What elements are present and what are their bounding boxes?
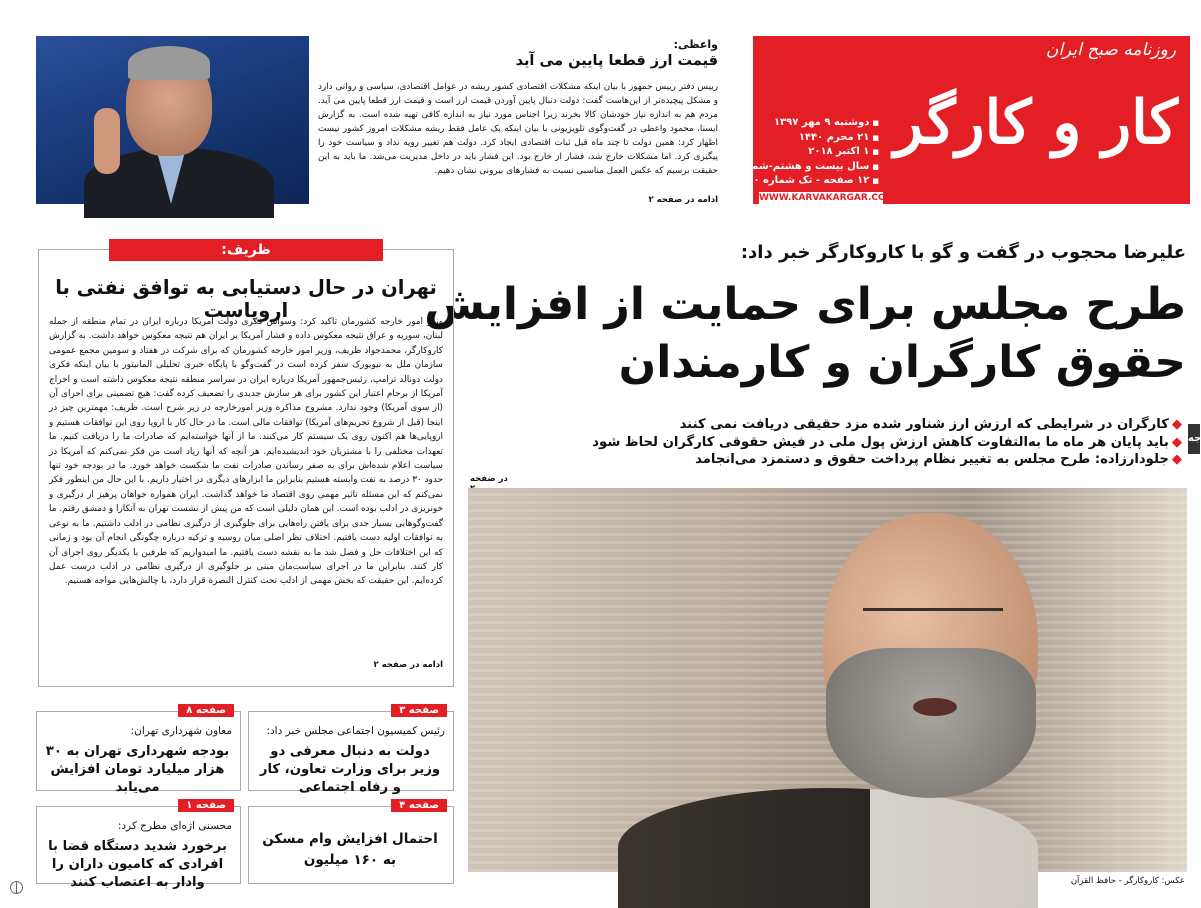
page-badge: صفحه ۸ — [178, 704, 234, 717]
lead-bullet: ◆کارگران در شرایطی که ارزش ارز شناور شده مزد حقیقی دریافت نمی کنند — [679, 417, 1182, 432]
lead-story-kicker: علیرضا محجوب در گفت و گو با کاروکارگر خبر داد: — [740, 242, 1186, 263]
compass-icon — [10, 881, 23, 894]
zarif-body: وزیر امور خارجه کشورمان تاکید کرد: وسواس فکری دولت آمریکا درباره ایران در تمام منطقه از جمله لبنان، سوریه و عراق نتیجه معکوس داده و فشار آمریکا بر ایران هم نتیجه معکوس خواهد داشت. به گزارش کاروکارگر، محمدجواد ظریف، وزیر امور خارجه کشورمان که برای شرکت در هفتاد و سومین مجمع عمومی سازمان ملل به نیویورک سفر کرده است در گفت‌وگو با پایگاه خبری تحلیلی المانیتور با بیان اینکه فکری دولت دونالد ترامپ، رئیس‌جمهور آمریکا درباره ایران در سراسر منطقه نتیجه معکوس داشته است و اخراج آمریکا از برجام اعتبار این کشور برای هر سازش جدیدی را تضعیف کرده گفت: هیچ تضمینی برای اجرای آن (از سوی آمریکا) وجود ندارد. مشروح مذاکره وزیر امورخارجه در زیر شرح است. ظریف: مهمترین چیز در اینجا (قبل از شروع تحریم‌های آمریکا) توافقات مالی است. ما در حال کار با اروپا روی این توافقات هستیم و اروپایی‌ها هم اکنون روی یک سیستم کار می‌کنند. ما از آنها خواسته‌ایم که صادرات ما را دریافت کنیم. ما تعهدات مختلفی را با مشتریان خود اندیشیده‌ایم. هر آنچه که آنها زیاد است من فکر نمی‌کنم که آمریکا در سیاست اعلام شده‌اش برای به صفر رساندن صادرات نفت ما شکست خواهد خورد. ما در بودجه خود تنها حدود ۳۰ درصد به نفت وابسته هستیم بنابراین ما ابزارهای دیگری در اختیار داریم. با این حال من اینطور فکر نمی‌کنم که این مسئله تاثیر مهمی روی اقتصاد ما خواهد گذاشت. ایران همواره خواهان پرهیز از درگیری و خونریزی در ادلب بوده است. این همان دلیلی است که من پیش از نشست تهران به آنکارا و دمشق رفتم. ما گفت‌وگوهایی بسیار جدی برای یافتن راه‌هایی برای جلوگیری از درگیری نظامی در ادلب داشتیم. ما به نوعی به توافقات اولیه دست یافتیم. اختلاف نظر اصلی میان روسیه و ترکیه درباره چگونگی انجام آن بود و زمانی که این اختلافات حل و فصل شد ما به نقشه دست یافتیم. ما امیدواریم که طرفین با یکدیگر روی اجرای آن کار کنند. بنابراین ما در اجرای سیاست‌مان مبنی بر جلوگیری از درگیری نظامی در ادلب درست عمل کرده‌ایم. این حقیقت که بخش مهمی از ادلب تحت کنترل النصره قرار دارد، با چالش‌هایی مواجه هستیم. — [49, 317, 443, 587]
bullet-icon: ◆ — [1171, 417, 1182, 432]
photo-credit: عکس: کاروکارگر - حافظ القرآن — [1070, 876, 1185, 886]
page-badge: صفحه ۳ — [391, 704, 447, 717]
lead-title-line-1: طرح مجلس برای حمایت از افزایش — [424, 279, 1186, 330]
top-story-continued: ادامه در صفحه ۲ — [648, 195, 718, 205]
zarif-kicker: ظریف: — [109, 239, 383, 261]
teaser-title: احتمال افزایش وام مسکن به ۱۶۰ میلیون — [262, 831, 438, 868]
top-story-body: رییس دفتر رییس جمهور با بیان اینکه مشکلات اقتصادی کشور ریشه در عوامل اقتصادی، سیاسی و روانی دارد و مشکل پیچیده‌تر از این‌هاست گفت: دولت دنبال پایین آوردن قیمت ارز است و قیمت ارز قطعا پایین می آید. مردم هم به اندازه نیاز خودشان کالا بخرند زیرا اجناس مورد نیاز به اندازه کافی تهیه شده است. به گزارش ایسنا، محمود واعظی در گفت‌وگوی تلویزیونی با بیان اینکه یک عامل فقط ریشه مشکلات امروز کشور نیست اظهار کرد: همین دولت تا چند ماه قبل ثبات اقتصادی ایجاد کرد. دولت هم تغییر رویه نداد و سیاست خود را پیگیری کرد. اما مشکلات خارج شد، فشار از خارج بود. این فشار باید در داخل مدیریت می‌شد. ما باید به این حقیقت برسیم که عکس العمل مناسبی نسبت به فشارهای بیرونی نشان دهیم. — [318, 82, 718, 176]
lead-bullet: ◆جلودارزاده: طرح مجلس به تغییر نظام پرداخت حقوق و دستمزد می‌انجامد — [695, 452, 1182, 467]
bullet-icon: ◆ — [1171, 434, 1182, 450]
website-link[interactable]: WWW.KARVAKARGAR.COM — [759, 193, 895, 203]
bullet-icon: ◆ — [1171, 452, 1182, 467]
zarif-continued: ادامه در صفحه ۲ — [373, 660, 443, 670]
lead-story-continued: در صفحه — [470, 474, 508, 484]
teaser-title: دولت به دنبال معرفی دو وزیر برای وزارت تعاون، کار و رفاه اجتماعی — [259, 744, 441, 795]
mahjoub-photo — [468, 488, 1187, 872]
lead-title-line-2: حقوق کارگران و کارمندان — [618, 337, 1186, 388]
masthead-subtitle: روزنامه صبح ایران — [1045, 40, 1176, 60]
teaser-kicker: محسنی اژه‌ای مطرح کرد: — [117, 820, 232, 832]
lead-bullet: ◆باید پایان هر ماه ما به‌التفاوت کاهش ارزش پول ملی در فیش حقوقی کارگران لحاظ شود — [592, 434, 1182, 450]
teaser-title: بودجه شهرداری تهران به ۳۰ هزار میلیارد تومان افزایش می‌یابد — [45, 744, 230, 795]
lead-story-title — [424, 276, 1186, 392]
top-story-headline — [318, 38, 718, 69]
issue-number: ■ سال بیست و هشتم-شماره ۷۸۸۲ — [759, 160, 879, 175]
side-marker: جه — [1188, 424, 1200, 454]
page-badge: صفحه ۱ — [178, 799, 234, 812]
issue-price: ■ ۱۲ صفحه - تک شماره ۱۰۰۰۰ ریال — [759, 174, 879, 189]
top-story-title: قیمت ارز قطعا پایین می آید — [515, 53, 718, 69]
newspaper-logo: کار و کارگر — [893, 88, 1178, 158]
issue-date-gregorian: ■ ۱ اکتبر ۲۰۱۸ — [759, 145, 879, 160]
zarif-title: تهران در حال دستیابی به توافق نفتی با اروپاست — [55, 276, 437, 322]
zarif-article — [38, 242, 454, 687]
issue-date-hijri: ■ ۲۱ محرم ۱۴۴۰ — [759, 131, 879, 146]
masthead — [703, 36, 1190, 204]
teaser-kicker: معاون شهرداری تهران: — [130, 725, 232, 737]
top-story-kicker: واعظی: — [673, 38, 718, 51]
teaser-box-housing-loan[interactable] — [248, 800, 454, 884]
vaezi-photo — [36, 36, 309, 204]
teaser-title: برخورد شدید دستگاه قضا با افرادی که کامیون داران را وادار به اعتصاب کنند — [48, 839, 227, 890]
teaser-kicker: رئیس کمیسیون اجتماعی مجلس خبر داد: — [266, 725, 445, 737]
issue-info — [703, 116, 879, 189]
teaser-box-labor-ministry[interactable] — [248, 705, 454, 795]
teaser-box-tehran-budget[interactable] — [36, 705, 241, 795]
lead-story-bullets — [470, 416, 1182, 469]
issue-date-persian: ■ دوشنبه ۹ مهر ۱۳۹۷ — [759, 116, 879, 131]
page-badge: صفحه ۴ — [391, 799, 447, 812]
teaser-box-judiciary[interactable] — [36, 800, 241, 890]
